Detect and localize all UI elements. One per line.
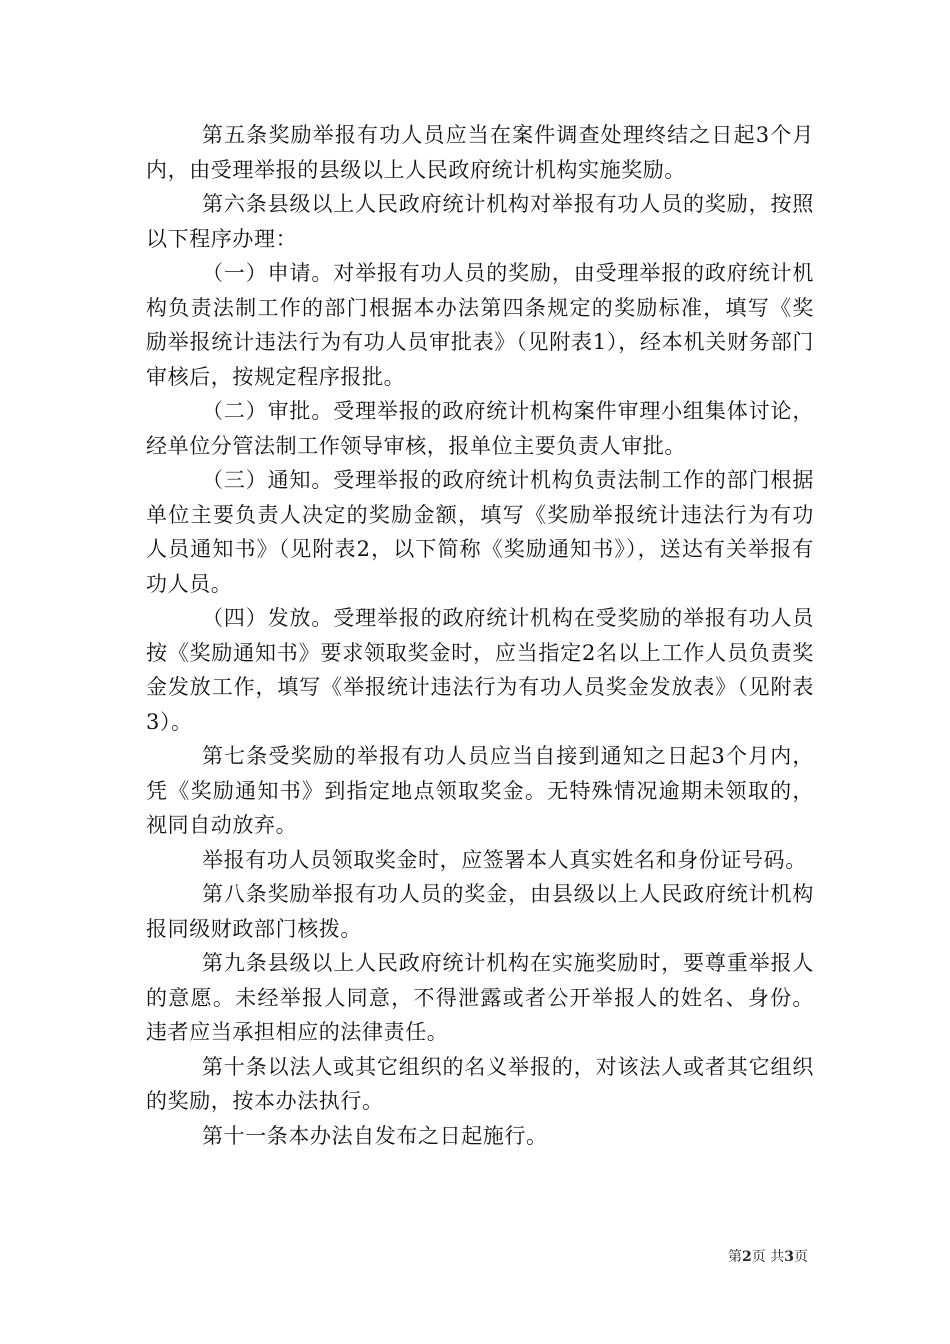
total-pages-number: 3 bbox=[784, 1249, 794, 1265]
document-body bbox=[146, 118, 814, 1153]
article-10-paragraph: 第十条以法人或其它组织的名义举报的，对该法人或者其它组织的奖励，按本办法执行。 bbox=[146, 1054, 814, 1113]
article-6-paragraph: 第六条县级以上人民政府统计机构对举报有功人员的奖励，按照以下程序办理： bbox=[146, 192, 814, 251]
step-notification-paragraph: （三）通知。受理举报的政府统计机构负责法制工作的部门根据单位主要负责人决定的奖励金额，填写《奖励举报统计违法行为有功人员通知书》（见附表2，以下简称《奖励通知书》），送达有关举报有功人员。 bbox=[146, 468, 814, 596]
article-9-paragraph: 第九条县级以上人民政府统计机构在实施奖励时，要尊重举报人的意愿。未经举报人同意，不得泄露或者公开举报人的姓名、身份。违者应当承担相应的法律责任。 bbox=[146, 951, 814, 1044]
footer-middle: 页 共 bbox=[751, 1249, 785, 1265]
step-distribution-paragraph: （四）发放。受理举报的政府统计机构在受奖励的举报有功人员按《奖励通知书》要求领取奖金时，应当指定2名以上工作人员负责奖金发放工作，填写《举报统计违法行为有功人员奖金发放表》（见附表3）。 bbox=[146, 606, 814, 734]
article-7-paragraph: 第七条受奖励的举报有功人员应当自接到通知之日起3个月内，凭《奖励通知书》到指定地点领取奖金。无特殊情况逾期未领取的，视同自动放弃。 bbox=[146, 744, 814, 837]
current-page-number: 2 bbox=[742, 1249, 752, 1265]
footer-suffix: 页 bbox=[794, 1249, 808, 1265]
page-number-footer bbox=[0, 1246, 808, 1266]
step-approval-paragraph: （二）审批。受理举报的政府统计机构案件审理小组集体讨论，经单位分管法制工作领导审核，报单位主要负责人审批。 bbox=[146, 399, 814, 458]
step-application-paragraph: （一）申请。对举报有功人员的奖励，由受理举报的政府统计机构负责法制工作的部门根据本办法第四条规定的奖励标准，填写《奖励举报统计违法行为有功人员审批表》（见附表1），经本机关财务部门审核后，按规定程序报批。 bbox=[146, 261, 814, 389]
signature-requirement-paragraph: 举报有功人员领取奖金时，应签署本人真实姓名和身份证号码。 bbox=[202, 847, 807, 872]
article-5-paragraph: 第五条奖励举报有功人员应当在案件调查处理终结之日起3个月内，由受理举报的县级以上人民政府统计机构实施奖励。 bbox=[146, 123, 814, 182]
article-8-paragraph: 第八条奖励举报有功人员的奖金，由县级以上人民政府统计机构报同级财政部门核拨。 bbox=[146, 882, 814, 941]
article-11-paragraph: 第十一条本办法自发布之日起施行。 bbox=[202, 1123, 548, 1148]
footer-prefix: 第 bbox=[728, 1249, 743, 1265]
